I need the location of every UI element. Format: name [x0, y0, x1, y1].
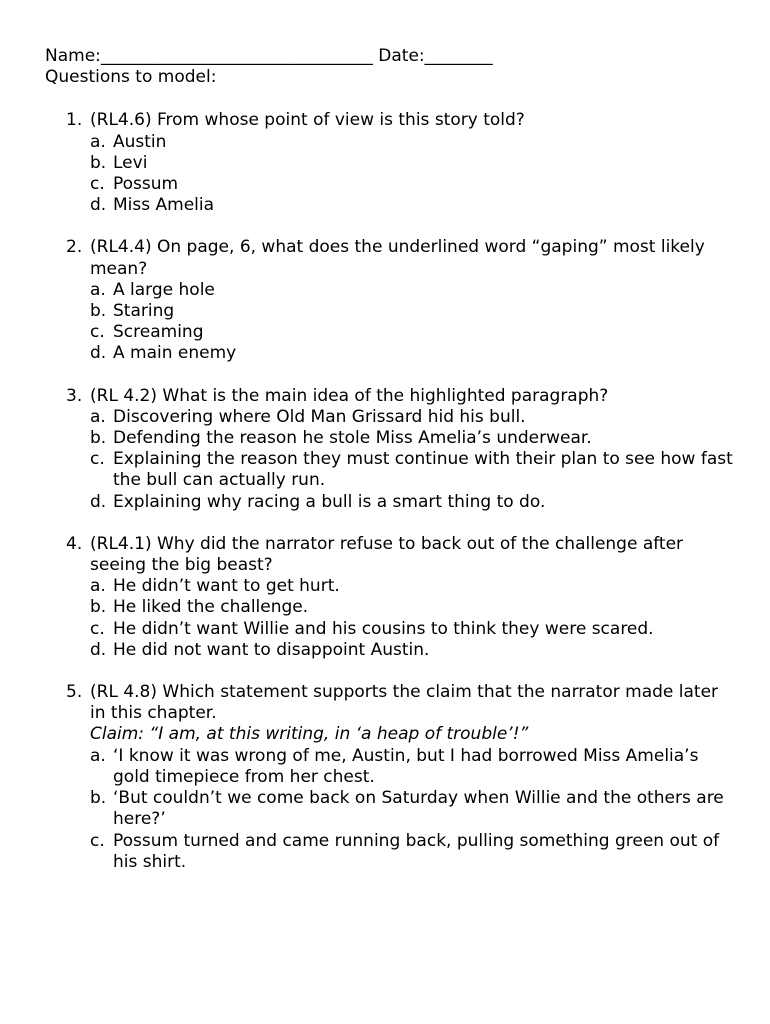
question-number: 2. — [66, 237, 83, 258]
option-letter: a. — [90, 576, 106, 597]
option-text: Miss Amelia — [113, 195, 215, 216]
option-text: ‘But couldn’t we come back on Saturday when Willie and the others are here?’ — [113, 788, 724, 830]
option-letter: b. — [90, 428, 107, 449]
answer-option — [90, 597, 735, 618]
answer-option — [90, 195, 735, 216]
option-letter: c. — [90, 174, 105, 195]
answer-option — [90, 449, 735, 491]
question-list — [45, 110, 735, 873]
option-letter: b. — [90, 301, 107, 322]
question-number: 5. — [66, 682, 83, 703]
answer-option — [90, 301, 735, 322]
option-text: Explaining why racing a bull is a smart thing to do. — [113, 491, 546, 512]
answer-option — [90, 746, 735, 788]
answer-option — [90, 576, 735, 597]
option-letter: a. — [90, 745, 106, 766]
question-5 — [45, 682, 735, 873]
answer-option — [90, 492, 735, 513]
option-letter: c. — [90, 322, 105, 343]
question-number: 4. — [66, 533, 83, 554]
option-text: A large hole — [113, 279, 215, 300]
option-letter: d. — [90, 491, 107, 512]
subtitle: Questions to model: — [45, 67, 217, 88]
question-1 — [45, 110, 735, 216]
option-text: Staring — [113, 301, 175, 322]
option-text: Austin — [113, 131, 167, 152]
option-letter: b. — [90, 597, 107, 618]
option-letter: d. — [90, 195, 107, 216]
option-letter: c. — [90, 830, 105, 851]
option-text: ‘I know it was wrong of me, Austin, but I had borrowed Miss Amelia’s gold timepiece from her chest. — [113, 745, 699, 787]
option-text: He liked the challenge. — [113, 597, 309, 618]
answer-option — [90, 831, 735, 873]
option-letter: b. — [90, 788, 107, 809]
answer-option — [90, 428, 735, 449]
option-text: Discovering where Old Man Grissard hid his bull. — [113, 406, 526, 427]
option-text: Defending the reason he stole Miss Amelia’s underwear. — [113, 428, 592, 449]
name-date-line: Name:________________________________ Date:________ — [45, 46, 493, 66]
question-text: (RL 4.8) Which statement supports the claim that the narrator made later in this chapter. — [90, 682, 719, 724]
option-letter: c. — [90, 618, 105, 639]
option-text: Explaining the reason they must continue with their plan to see how fast the bull can actually run. — [113, 449, 733, 491]
question-3 — [45, 386, 735, 513]
answer-option — [90, 280, 735, 301]
option-text: Possum turned and came running back, pulling something green out of his shirt. — [113, 830, 720, 872]
question-text: (RL 4.2) What is the main idea of the highlighted paragraph? — [90, 385, 609, 406]
answer-option — [90, 322, 735, 343]
option-letter: d. — [90, 343, 107, 364]
answer-option — [90, 132, 735, 153]
option-text: Possum — [113, 174, 179, 195]
question-claim: Claim: “I am, at this writing, in ‘a heap of trouble’!” — [90, 724, 529, 745]
option-text: He didn’t want Willie and his cousins to think they were scared. — [113, 618, 654, 639]
question-2 — [45, 237, 735, 364]
option-text: A main enemy — [113, 343, 237, 364]
option-text: He didn’t want to get hurt. — [113, 576, 340, 597]
question-number: 1. — [66, 110, 83, 131]
question-text: (RL4.4) On page, 6, what does the underlined word “gaping” most likely mean? — [90, 237, 705, 279]
option-letter: a. — [90, 406, 106, 427]
option-text: Levi — [113, 152, 148, 173]
answer-option — [90, 788, 735, 830]
option-letter: a. — [90, 279, 106, 300]
option-text: He did not want to disappoint Austin. — [113, 639, 430, 660]
answer-option — [90, 174, 735, 195]
answer-option — [90, 640, 735, 661]
answer-option — [90, 407, 735, 428]
worksheet-page — [45, 46, 735, 894]
answer-option — [90, 343, 735, 364]
question-number: 3. — [66, 385, 83, 406]
question-text: (RL4.1) Why did the narrator refuse to back out of the challenge after seeing the big beast? — [90, 533, 684, 576]
answer-option — [90, 619, 735, 640]
option-letter: b. — [90, 152, 107, 173]
option-text: Screaming — [113, 322, 204, 343]
question-4 — [45, 534, 735, 661]
option-letter: a. — [90, 131, 106, 152]
option-letter: c. — [90, 449, 105, 470]
question-text: (RL4.6) From whose point of view is this story told? — [90, 110, 525, 131]
answer-option — [90, 153, 735, 174]
option-letter: d. — [90, 639, 107, 660]
